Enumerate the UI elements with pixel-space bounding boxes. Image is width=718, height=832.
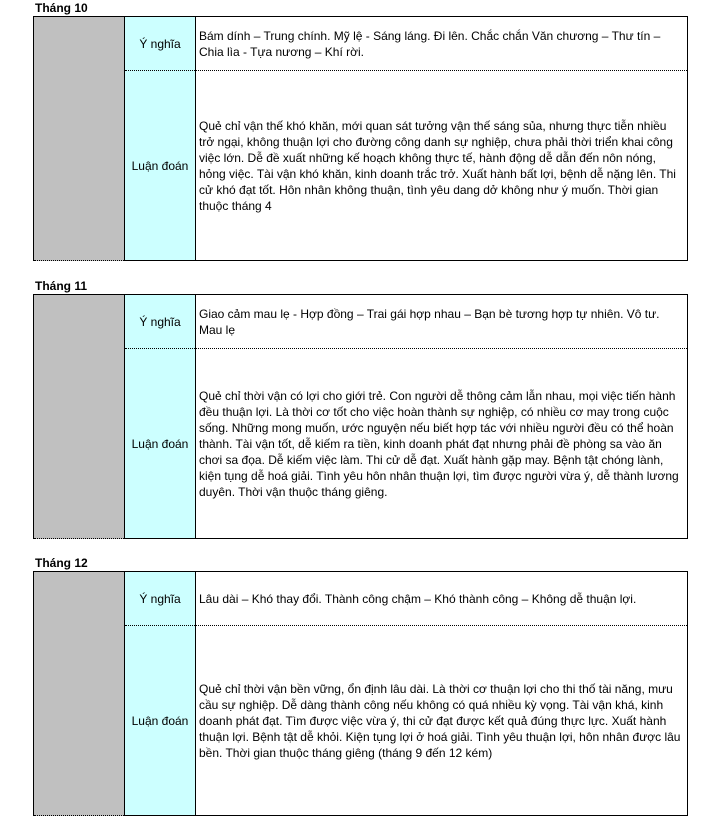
month-table xyxy=(33,294,688,539)
y-nghia-text: Lâu dài – Khó thay đổi. Thành công chậm – Khó thành công – Không dễ thuận lợi. xyxy=(196,572,688,626)
luan-doan-text: Quẻ chỉ thời vận có lợi cho giới trẻ. Con người dễ thông cảm lẫn nhau, mọi việc tiến hành đều thuận lợi. Là thời cơ tốt cho việc hoàn thành sự nghiệp, có nhiều cơ may trong cuộc sống. Những mong muốn, ước nguyện nếu biết hợp tác với nhiều người đều có thể hoàn thành. Tài vận tốt, dễ kiếm ra tiền, kinh doanh phát đạt nhưng phải đề phòng sa vào ăn chơi sa đọa. Dễ kiếm việc làm. Thi cử dễ đạt. Xuất hành gặp may. Bệnh tật chóng lành, kiện tụng dễ hoá giải. Tình yêu hôn nhân thuận lợi, tìm được người vừa ý, dễ thành lương duyên. Thời vận thuộc tháng giêng. xyxy=(196,349,688,539)
y-nghia-text: Bám dính – Trung chính. Mỹ lệ - Sáng láng. Đi lên. Chắc chắn Văn chương – Thư tín – Chia lìa - Tựa nương – Khí rời. xyxy=(196,17,688,71)
luan-doan-text: Quẻ chỉ thời vận bền vững, ổn định lâu dài. Là thời cơ thuận lợi cho thi thố tài năng, mưu cầu sự nghiệp. Dễ dàng thành công nếu không có quá nhiều kỳ vọng. Tài vận khá, kinh doanh phát đạt. Tìm được việc vừa ý, thi cử đạt được kết quả đúng thực lực. Xuất hành thuận lợi. Bệnh tật dễ khỏi. Kiện tụng lợi ở hoá giải. Tình yêu thuận lợi, hôn nhân được lâu bền. Thời gian thuộc tháng giêng (tháng 9 đến 12 kém) xyxy=(196,626,688,816)
month-title: Tháng 12 xyxy=(35,556,88,570)
y-nghia-label: Ý nghĩa xyxy=(125,17,196,71)
y-nghia-label: Ý nghĩa xyxy=(125,572,196,626)
y-nghia-label: Ý nghĩa xyxy=(125,295,196,349)
month-block xyxy=(33,16,688,261)
month-block xyxy=(33,294,688,539)
gray-cell xyxy=(34,295,125,539)
luan-doan-text: Quẻ chỉ vận thế khó khăn, mới quan sát tưởng vận thế sáng sủa, nhưng thực tiễn nhiều trở ngại, không thuận lợi cho đường công danh sự nghiệp, chưa phải thời triển khai công việc lớn. Dễ đề xuất những kế hoạch không thực tế, hành động dễ dẫn đến nôn nóng, hỏng việc. Tài vận khó khăn, kinh doanh trắc trở. Xuất hành bất lợi, bệnh dễ nặng lên. Thi cử khó đạt tốt. Hôn nhân không thuận, tình yêu dang dở không như ý muốn. Thời gian thuộc tháng 4 xyxy=(196,71,688,261)
gray-cell xyxy=(34,17,125,261)
y-nghia-text: Giao cảm mau lẹ - Hợp đồng – Trai gái hợp nhau – Bạn bè tương hợp tự nhiên. Vô tư. Mau lẹ xyxy=(196,295,688,349)
month-block xyxy=(33,571,688,816)
month-table xyxy=(33,16,688,261)
gray-cell xyxy=(34,572,125,816)
month-title: Tháng 11 xyxy=(35,279,88,293)
month-table xyxy=(33,571,688,816)
luan-doan-label: Luận đoán xyxy=(125,349,196,539)
luan-doan-label: Luận đoán xyxy=(125,626,196,816)
luan-doan-label: Luận đoán xyxy=(125,71,196,261)
month-title: Tháng 10 xyxy=(35,1,88,15)
